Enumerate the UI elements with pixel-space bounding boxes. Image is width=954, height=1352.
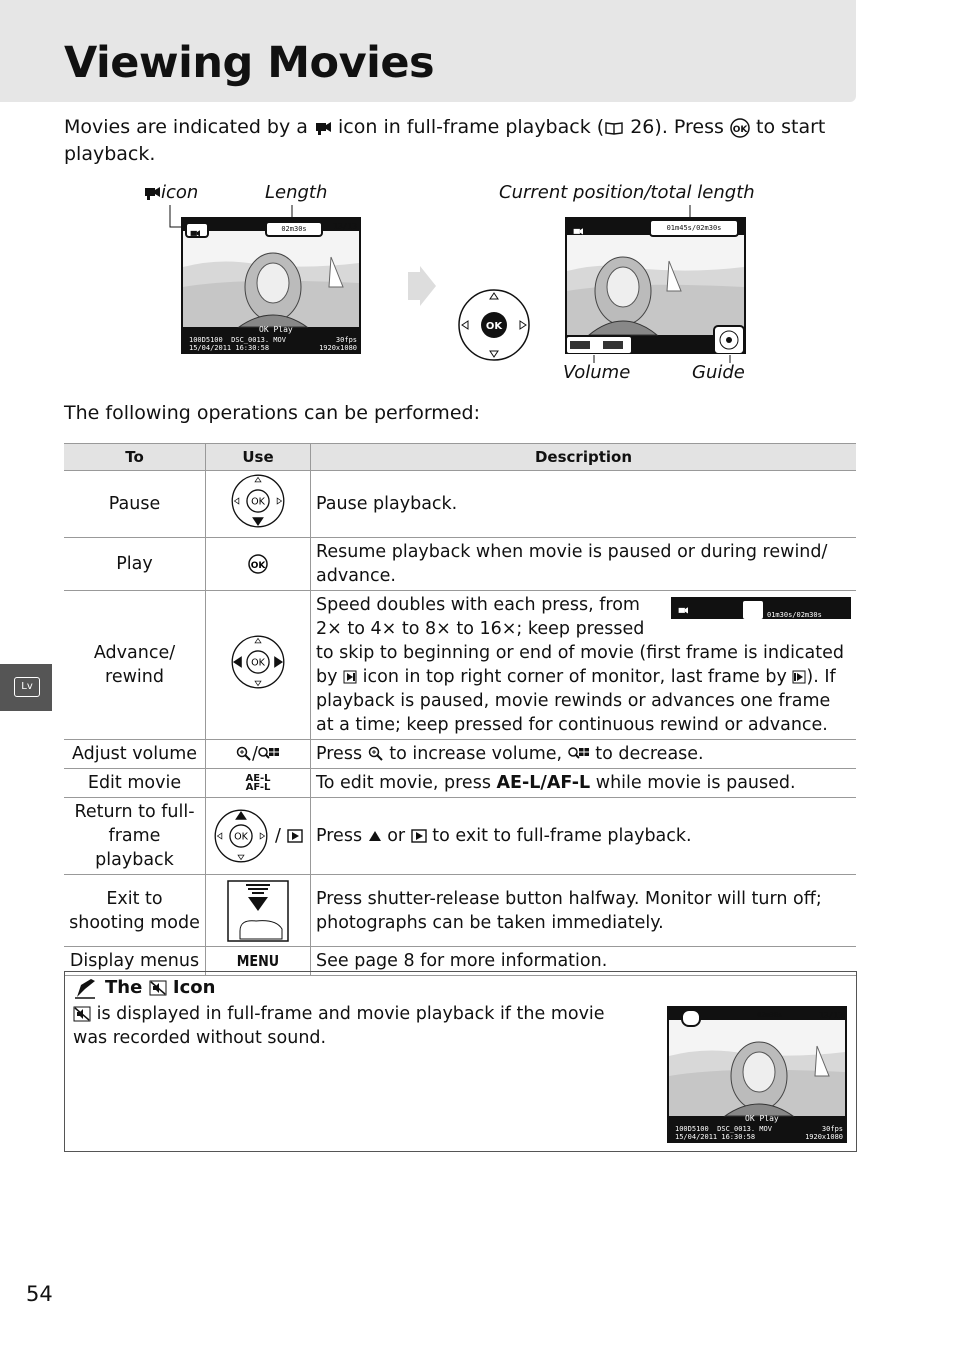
svg-text:OK: OK xyxy=(251,496,265,508)
row-description: Press shutter-release button halfway. Monitor will turn off; photographs can be taken immediately. xyxy=(311,875,857,947)
volume-indicator xyxy=(565,335,633,354)
no-sound-indicator xyxy=(681,1009,701,1027)
playback-button-icon xyxy=(287,829,303,843)
caption-volume: Volume xyxy=(563,362,631,383)
frame-counter: 13/13 xyxy=(333,222,358,231)
row-description: To edit movie, press AE-L/AF-L while movie is paused. xyxy=(311,769,857,798)
use-cell xyxy=(206,471,311,538)
row-description: 01m30s/02m30s Speed doubles with each press, from 2× to 4× to 8× to 16×; keep pressed to skip to beginning or end of movie (first frame is indicated by icon in top right corner of monitor, last frame by ). If playback is paused, movie rewinds or advances one frame at a time; keep pressed for continuous rewind or advance. xyxy=(311,591,857,740)
multi-selector-icon xyxy=(456,287,532,363)
zoom-in-icon xyxy=(368,746,384,762)
row-action: Exit to shooting mode xyxy=(64,875,206,947)
intro-paragraph: Movies are indicated by a icon in full-frame playback ( 26). Press OK to start playback. xyxy=(64,116,826,165)
table-header-row xyxy=(64,444,856,471)
multi-selector-down-icon xyxy=(230,473,286,529)
file-info: 100D5100 DSC_0013. MOV 15/04/2011 16:30:58 xyxy=(189,336,286,352)
row-action: Edit movie xyxy=(64,769,206,798)
row-action: Play xyxy=(64,538,206,591)
multi-selector-up-icon xyxy=(213,808,269,864)
thumbnail-zoom-out-icon xyxy=(258,746,280,762)
caption-movie-icon: icon xyxy=(143,182,198,203)
length-readout: 02m30s xyxy=(757,1011,783,1019)
column-header-description: Description xyxy=(311,444,857,471)
length-readout: 02m30s xyxy=(265,221,323,237)
movie-indicator xyxy=(185,222,209,238)
svg-text:OK: OK xyxy=(234,831,249,843)
play-hint: OK Play xyxy=(745,1114,779,1123)
use-cell xyxy=(206,591,311,740)
note-title: The Icon xyxy=(105,977,216,998)
row-description: Pause playback. xyxy=(311,471,857,538)
multi-selector-left-right-icon xyxy=(230,634,286,690)
svg-text:OK: OK xyxy=(732,124,748,135)
ok-button-icon xyxy=(248,554,268,574)
table-row xyxy=(64,798,856,875)
inset-position-readout: 01m30s/02m30s xyxy=(767,611,822,619)
movie-icon xyxy=(143,185,161,201)
note-box xyxy=(64,971,857,1152)
caption-current-position: Current position/total length xyxy=(499,182,755,203)
movie-icon xyxy=(571,222,585,241)
use-cell: OK / xyxy=(206,798,311,875)
live-view-icon: Lv xyxy=(14,677,40,697)
no-sound-icon xyxy=(149,980,167,996)
ae-l-af-l-button-icon: AE-L AF-L xyxy=(245,773,271,793)
no-sound-icon xyxy=(73,1006,91,1022)
table-row xyxy=(64,538,856,591)
playback-button-icon xyxy=(411,829,427,843)
table-row xyxy=(64,875,856,947)
playback-screen xyxy=(181,217,361,354)
last-frame-icon xyxy=(792,670,806,684)
shutter-release-icon xyxy=(226,879,290,943)
row-action: Pause xyxy=(64,471,206,538)
column-header-use: Use xyxy=(206,444,311,471)
section-tab xyxy=(0,664,52,711)
row-description: Resume playback when movie is paused or during rewind/ advance. xyxy=(311,538,857,591)
use-cell xyxy=(206,769,311,798)
operations-table xyxy=(64,443,856,976)
row-description: Press to increase volume, to decrease. xyxy=(311,740,857,769)
no-sound-playback-screen xyxy=(667,1006,847,1143)
table-row xyxy=(64,591,856,740)
movie-icon xyxy=(677,606,689,616)
row-action: Advance/ rewind xyxy=(64,591,206,740)
operations-intro: The following operations can be performed: xyxy=(64,402,480,424)
movie-playback-screen xyxy=(565,217,746,354)
first-frame-icon xyxy=(343,670,357,684)
thumbnail-zoom-out-icon xyxy=(568,746,590,762)
note-pencil-icon xyxy=(73,977,97,999)
table-row xyxy=(64,471,856,538)
use-cell xyxy=(206,875,311,947)
svg-text:OK: OK xyxy=(251,657,265,669)
zoom-in-icon xyxy=(236,746,252,762)
arrow-right-icon xyxy=(406,266,438,306)
frame-counter: 13/13 xyxy=(819,1011,844,1020)
svg-text:OK: OK xyxy=(250,561,266,571)
movie-icon xyxy=(314,120,332,136)
movie-settings: 30fps 1920x1080 xyxy=(805,1125,843,1141)
page-title: Viewing Movies xyxy=(64,38,435,88)
row-action: Display menus xyxy=(64,947,206,976)
use-cell xyxy=(206,538,311,591)
file-info: 100D5100 DSC_0013. MOV 15/04/2011 16:30:58 xyxy=(675,1125,772,1141)
caption-guide: Guide xyxy=(692,362,745,383)
movie-settings: 30fps 1920x1080 xyxy=(319,336,357,352)
caption-length: Length xyxy=(265,182,328,203)
svg-text:OK: OK xyxy=(485,321,503,332)
menu-button-label: MENU xyxy=(236,952,280,970)
position-inset xyxy=(671,597,851,627)
up-triangle-icon xyxy=(368,830,382,842)
page-number: 54 xyxy=(26,1282,53,1306)
position-readout: 01m45s/02m30s xyxy=(649,219,739,237)
column-header-to: To xyxy=(64,444,206,471)
play-hint: OK Play xyxy=(259,325,293,334)
use-cell: / xyxy=(206,740,311,769)
table-row xyxy=(64,740,856,769)
row-action: Return to full-frame playback xyxy=(64,798,206,875)
table-row xyxy=(64,769,856,798)
ok-button-icon xyxy=(730,118,750,138)
book-icon xyxy=(604,121,624,135)
first-frame-indicator xyxy=(741,599,765,621)
row-description: Press or to exit to full-frame playback. xyxy=(311,798,857,875)
guide-indicator xyxy=(713,325,745,354)
note-text: is displayed in full-frame and movie playback if the movie was recorded without sound. xyxy=(73,1004,605,1048)
row-action: Adjust volume xyxy=(64,740,206,769)
row-description: See page 8 for more information. xyxy=(311,947,857,976)
